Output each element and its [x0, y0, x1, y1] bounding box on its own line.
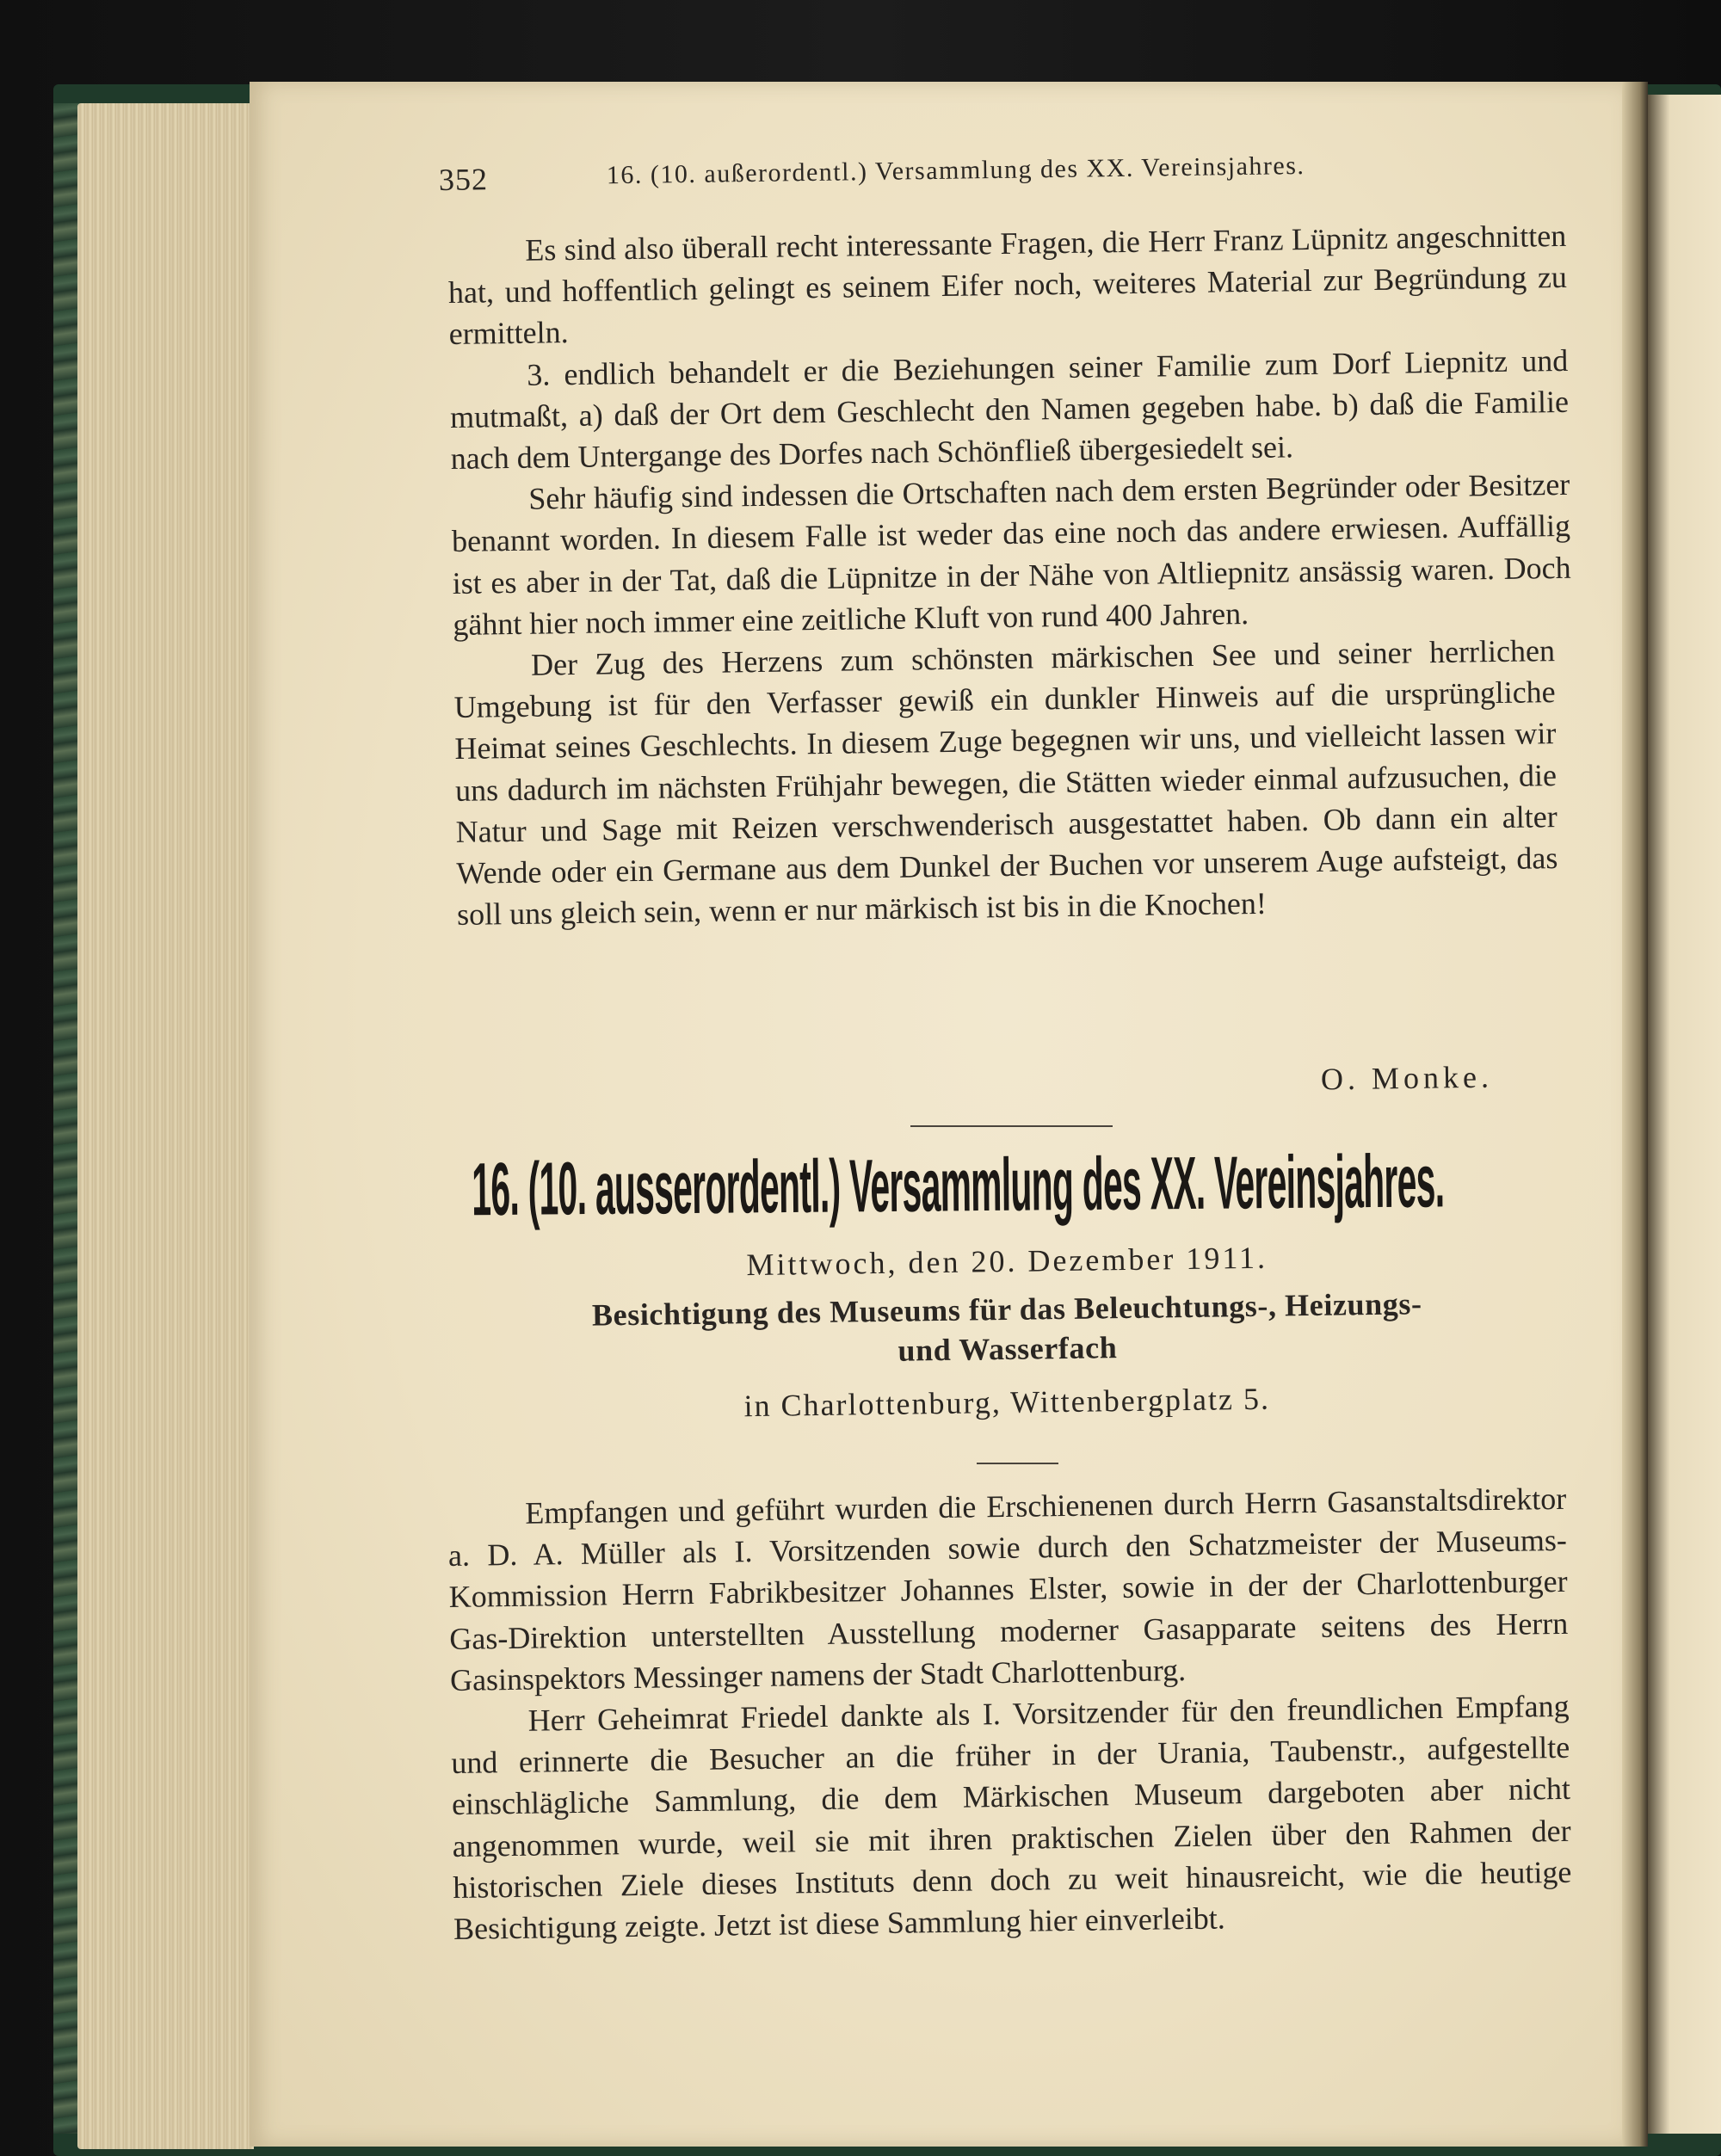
meeting-date: Mittwoch, den 20. Dezember 1911.	[746, 1240, 1268, 1283]
meeting-subject	[447, 1282, 1567, 1377]
meeting-title	[471, 1139, 1557, 1232]
book-gutter	[1622, 82, 1648, 2147]
section-2-text	[447, 1478, 1572, 1950]
running-head: 16. (10. außerordentl.) Versammlung des XX. Vereinsjahres.	[606, 151, 1305, 190]
paragraph: Empfangen und geführt wurden die Erschienenen durch Herrn Gasanstaltsdirektor a. D. A. Müller als I. Vorsitzenden sowie durch den Schatzmeister der Museums-Kommission Herrn Fabrikbesitzer Johannes Elster, sowie in der der Charlottenburger Gas-Direktion unterstellten Ausstellung moderner Gasapparate seitens des Herrn Gasinspektors Messinger namens der Stadt Charlottenburg.	[447, 1481, 1569, 1697]
page-number: 352	[438, 162, 489, 197]
paragraph: Herr Geheimrat Friedel dankte als I. Vorsitzender für den freundlichen Empfang und erinnerte die Besucher an die früher in der Urania, Taubenstr., aufgestellte einschlägliche Sammlung, die dem Märkischen Museum dargeboten aber nicht angenommen wurde, weil sie mit ihren praktischen Zielen über den Rahmen der historischen Ziele dieses Instituts denn doch zu weit hinausreicht, wie die heutige Besichtigung zeigte. Jetzt ist diese Sammlung hier einverleibt.	[451, 1688, 1572, 1946]
meeting-place: in Charlottenburg, Wittenbergplatz 5.	[743, 1381, 1271, 1424]
paragraph: 3. endlich behandelt er die Beziehungen seiner Familie zum Dorf Liepnitz und mutmaßt, a) daß der Ort dem Geschlecht den Namen gegeben habe. b) daß die Familie nach dem Untergange des Dorfes nach Schönfließ übergesiedelt sei.	[449, 342, 1570, 476]
page-edges	[77, 103, 254, 2149]
meeting-title-text: 16. (10. ausserordentl.) Versammlung des XX. Vereinsjahres.	[471, 1139, 1445, 1232]
meeting-subject-line-2: und Wasserfach	[898, 1330, 1118, 1368]
facing-page-edge	[1648, 95, 1721, 2134]
meeting-subject-line-1: Besichtigung des Museums für das Beleuchtungs-, Heizungs-	[591, 1286, 1422, 1333]
section-divider	[910, 1125, 1113, 1127]
section-1-text	[447, 215, 1576, 936]
subsection-divider	[977, 1463, 1058, 1464]
paragraph: Sehr häufig sind indessen die Ortschaften nach dem ersten Begründer oder Besitzer benannt worden. In diesem Falle ist weder das eine noch das andere erwiesen. Auffällig ist es aber in der Tat, daß die Lüpnitze in der Nähe von Altliepnitz ansässig waren. Doch gähnt hier noch immer eine zeitliche Kluft von rund 400 Jahren.	[451, 467, 1571, 642]
paragraph: Der Zug des Herzens zum schönsten märkischen See und seiner herrlichen Umgebung ist für den Verfasser gewiß ein dunkler Hinweis auf die ursprüngliche Heimat seines Geschlechts. In diesem Zuge begegnen wir uns, und vielleicht lassen wir uns dadurch im nächsten Frühjahr bewegen, die Stätten wieder einmal aufzusuchen, die Natur und Sage mit Reizen verschwenderisch ausgestattet haben. Ob dann ein alter Wende oder ein Germane aus dem Dunkel der Buchen vor unserem Auge aufsteigt, das soll uns gleich sein, wenn er nur märkisch ist bis in die Knochen!	[453, 633, 1558, 933]
author-signature: O. Monke.	[1320, 1059, 1494, 1097]
paragraph: Es sind also überall recht interessante Fragen, die Herr Franz Lüpnitz angeschnitten hat, und hoffentlich gelingt es seinem Eifer noch, weiteres Material zur Begründung zu ermitteln.	[447, 218, 1568, 352]
